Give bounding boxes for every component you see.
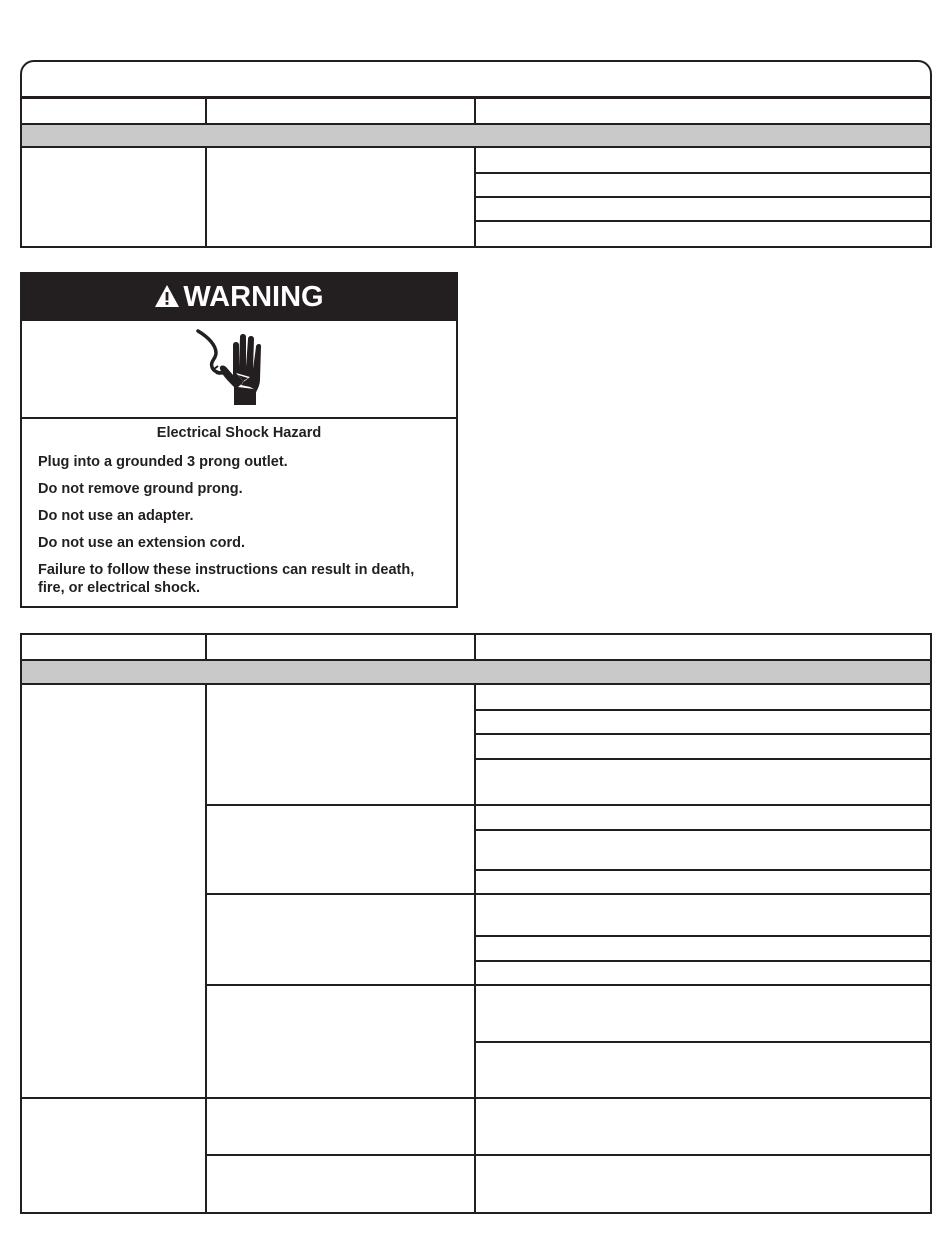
top-table-col-divider-1 [205,96,207,246]
top-table-row-divider [474,172,930,174]
warning-title-text: WARNING [183,281,324,313]
bottom-table-row-divider [474,1041,930,1043]
hazard-title: Electrical Shock Hazard [156,425,322,441]
warning-instruction: Do not remove ground prong. [38,481,243,497]
bottom-table-row-divider [474,733,930,735]
warning-instruction: Failure to follow these instructions can result in death, [38,562,415,578]
warning-body [22,419,456,606]
bottom-table-row-divider [474,829,930,831]
warning-instruction: fire, or electrical shock. [38,580,200,596]
warning-title [22,280,456,316]
top-table-row-divider [474,220,930,222]
warning-icon-area [22,319,456,419]
bottom-table-row-divider [474,758,930,760]
warning-header [22,274,456,321]
warning-box [20,272,458,608]
warning-triangle-icon [154,282,180,316]
top-table-col-divider-2 [474,96,476,246]
bottom-table-row-divider [205,1154,930,1156]
bottom-table-row-divider [474,869,930,871]
warning-instruction: Do not use an extension cord. [38,535,246,551]
bottom-table-row-divider [205,804,930,806]
warning-instruction: Plug into a grounded 3 prong outlet. [38,454,288,470]
top-table-section-band [22,123,930,148]
bottom-table-row-divider [474,960,930,962]
bottom-troubleshooting-table [20,633,932,1214]
bottom-table-col-divider-2 [474,635,476,1212]
bottom-table-row-divider [474,709,930,711]
bottom-table-section-band [22,659,930,685]
warning-instruction: Do not use an adapter. [38,508,194,524]
bottom-table-row-divider [205,984,930,986]
bottom-table-row-divider [474,935,930,937]
bottom-table-col-divider-1 [205,635,207,1212]
electrical-shock-hand-icon [194,329,284,409]
top-table-row-divider [474,196,930,198]
bottom-table-row-divider [205,893,930,895]
top-table-title-bar [22,62,930,99]
bottom-table-row-divider [22,1097,930,1099]
top-troubleshooting-table [20,60,932,248]
